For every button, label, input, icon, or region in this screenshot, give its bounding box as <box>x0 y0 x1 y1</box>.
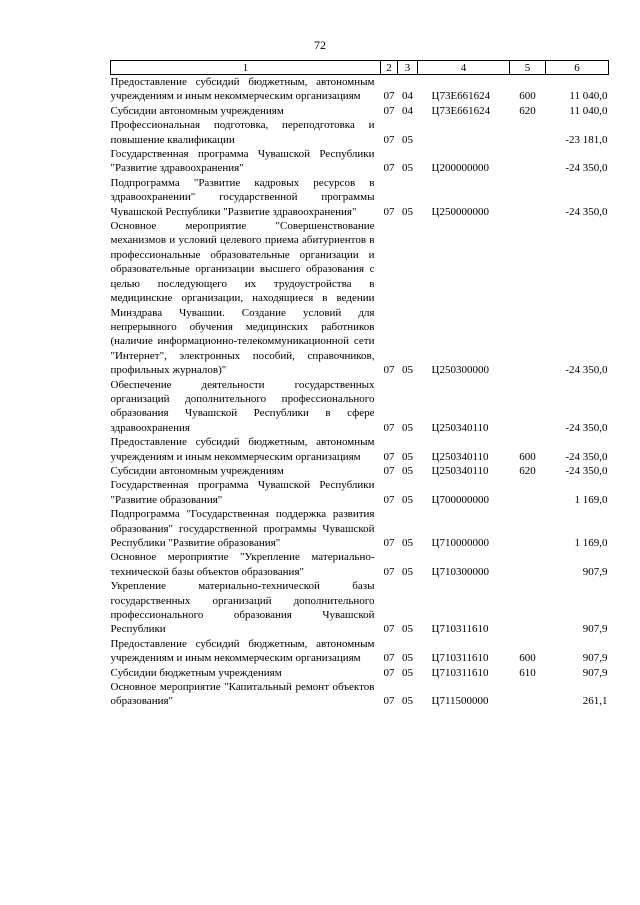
row-expense-type: 620 <box>519 464 536 477</box>
row-name: Профессиональная подготовка, переподготовка и повышение квалификации <box>110 119 375 146</box>
row-name: Субсидии бюджетным учреждениям <box>110 666 282 679</box>
row-amount: 11 040,0 <box>569 104 608 117</box>
row-name: Основное мероприятие "Укрепление материально-технической базы объектов образования" <box>110 551 375 578</box>
row-name: Субсидии автономным учреждениям <box>110 104 284 117</box>
budget-table <box>110 60 609 709</box>
row-section: 07 <box>383 565 395 578</box>
row-subsection: 05 <box>402 537 413 549</box>
row-expense-type: 600 <box>519 90 536 103</box>
header-row <box>111 61 609 75</box>
row-section: 07 <box>383 162 395 175</box>
row-section: 07 <box>383 450 395 463</box>
table-row <box>111 219 609 377</box>
row-section: 07 <box>383 695 395 708</box>
table-row <box>111 176 609 219</box>
row-target-article: Ц700000000 <box>431 493 489 506</box>
row-name: Подпрограмма "Государственная поддержка развития образования" государственной программы Чувашской Республики "Развитие образования" <box>110 508 375 549</box>
row-section: 07 <box>383 666 395 679</box>
table-row <box>111 378 609 436</box>
row-section: 07 <box>383 464 395 477</box>
row-expense-type: 600 <box>519 652 536 665</box>
row-expense-type <box>510 118 546 147</box>
row-amount: -23 181,0 <box>565 133 608 146</box>
table-row <box>111 680 609 709</box>
row-name: Подпрограмма "Развитие кадровых ресурсов в здравоохранении" государственной программы Чувашской Республики "Развитие здравоохранения" <box>110 176 375 218</box>
row-expense-type <box>510 147 546 176</box>
row-subsection: 05 <box>402 421 413 434</box>
row-amount: 11 040,0 <box>569 90 608 103</box>
column-header-amount: 6 <box>546 61 609 75</box>
row-amount: 907,9 <box>582 623 608 636</box>
row-name: Основное мероприятие "Капитальный ремонт объектов образования" <box>110 681 375 708</box>
row-section: 07 <box>383 493 395 506</box>
row-expense-type <box>510 378 546 436</box>
row-subsection: 05 <box>402 364 413 377</box>
row-amount: -24 350,0 <box>565 464 608 477</box>
row-target-article: Ц250340110 <box>431 464 489 477</box>
row-subsection: 05 <box>402 493 413 506</box>
row-name: Основное мероприятие "Совершенствование механизмов и условий целевого приема абитуриентов в профессиональные образовательные организации и образовательные организации высшего образования с целью последующего их трудоустройства в медицинские организации, находящиеся в ведении Минздрава Чувашии. Создание условий для непрерывного обучения медицинских работников (наличие информационно-телекоммуникационной сети "Интернет", электронных пособий, справочников, профильных журналов)" <box>110 220 375 377</box>
column-header-name: 1 <box>111 61 381 75</box>
table-row <box>111 104 609 118</box>
table-row <box>111 579 609 637</box>
row-name: Укрепление материально-технической базы государственных организаций дополнительного профессионального образования Чувашской Республики <box>110 580 375 636</box>
column-header-section: 2 <box>381 61 398 75</box>
page-number: 72 <box>314 38 326 52</box>
row-section: 07 <box>383 104 395 117</box>
row-amount: 907,9 <box>582 666 608 679</box>
table-row <box>111 75 609 104</box>
row-expense-type: 600 <box>519 450 536 463</box>
row-expense-type: 610 <box>519 666 536 679</box>
row-target-article <box>418 118 510 147</box>
row-section: 07 <box>383 90 395 103</box>
row-target-article: Ц250300000 <box>431 364 489 377</box>
column-header-target-article: 4 <box>418 61 510 75</box>
row-target-article: Ц250340110 <box>431 421 489 434</box>
row-target-article: Ц710311610 <box>431 652 489 665</box>
row-subsection: 05 <box>402 133 413 146</box>
row-name: Субсидии автономным учреждениям <box>110 464 284 477</box>
row-target-article: Ц710311610 <box>431 666 489 679</box>
row-expense-type: 620 <box>519 104 536 117</box>
row-name: Обеспечение деятельности государственных организаций дополнительного профессионального образования Чувашской Республики в сфере здравоохранения <box>110 378 375 434</box>
row-expense-type <box>510 507 546 550</box>
row-subsection: 05 <box>402 450 413 463</box>
row-expense-type <box>510 219 546 377</box>
row-expense-type <box>510 680 546 709</box>
row-amount: -24 350,0 <box>565 205 608 218</box>
table-row <box>111 118 609 147</box>
row-subsection: 05 <box>402 464 413 477</box>
row-expense-type <box>510 550 546 579</box>
table-body <box>111 75 609 709</box>
row-subsection: 05 <box>402 652 413 665</box>
row-amount: -24 350,0 <box>565 162 608 175</box>
row-amount: 1 169,0 <box>574 493 608 506</box>
table-row <box>111 435 609 464</box>
row-section: 07 <box>383 364 395 377</box>
table-row <box>111 478 609 507</box>
row-name: Государственная программа Чувашской Республики "Развитие здравоохранения" <box>110 148 375 175</box>
row-section: 07 <box>383 133 395 146</box>
row-subsection: 05 <box>402 695 413 708</box>
row-amount: 261,1 <box>582 695 608 708</box>
table-row <box>111 666 609 680</box>
row-name: Государственная программа Чувашской Республики "Развитие образования" <box>110 479 375 506</box>
row-target-article: Ц710300000 <box>431 565 489 578</box>
row-amount: -24 350,0 <box>565 450 608 463</box>
row-target-article: Ц73Е661624 <box>431 90 491 103</box>
row-section: 07 <box>383 652 395 665</box>
row-section: 07 <box>383 205 395 218</box>
row-target-article: Ц710000000 <box>431 537 489 549</box>
row-target-article: Ц250340110 <box>431 450 489 463</box>
table-row <box>111 464 609 478</box>
row-subsection: 04 <box>402 90 413 103</box>
table-row <box>111 550 609 579</box>
row-amount: -24 350,0 <box>565 364 608 377</box>
row-amount: 907,9 <box>582 565 608 578</box>
row-target-article: Ц250000000 <box>431 205 489 218</box>
row-amount: 1 169,0 <box>574 537 608 549</box>
row-section: 07 <box>383 537 395 549</box>
row-expense-type <box>510 478 546 507</box>
row-amount: -24 350,0 <box>565 421 608 434</box>
row-name: Предоставление субсидий бюджетным, автономным учреждениям и иным некоммерческим организациям <box>110 76 375 103</box>
row-section: 07 <box>383 421 395 434</box>
table-row <box>111 147 609 176</box>
row-subsection: 05 <box>402 565 413 578</box>
table-row <box>111 637 609 666</box>
row-name: Предоставление субсидий бюджетным, автономным учреждениям и иным некоммерческим организациям <box>110 436 375 463</box>
row-expense-type <box>510 176 546 219</box>
column-header-expense-type: 5 <box>510 61 546 75</box>
row-subsection: 04 <box>402 104 413 117</box>
row-target-article: Ц711500000 <box>431 695 489 708</box>
row-subsection: 05 <box>402 666 413 679</box>
table-row <box>111 507 609 550</box>
row-target-article: Ц200000000 <box>431 162 489 175</box>
row-section: 07 <box>383 623 395 636</box>
row-target-article: Ц710311610 <box>431 623 489 636</box>
column-header-subsection: 3 <box>398 61 418 75</box>
row-subsection: 05 <box>402 623 413 636</box>
row-subsection: 05 <box>402 162 413 175</box>
row-target-article: Ц73Е661624 <box>431 104 491 117</box>
row-amount: 907,9 <box>582 652 608 665</box>
row-subsection: 05 <box>402 205 413 218</box>
row-name: Предоставление субсидий бюджетным, автономным учреждениям и иным некоммерческим организациям <box>110 637 375 665</box>
row-expense-type <box>510 579 546 637</box>
